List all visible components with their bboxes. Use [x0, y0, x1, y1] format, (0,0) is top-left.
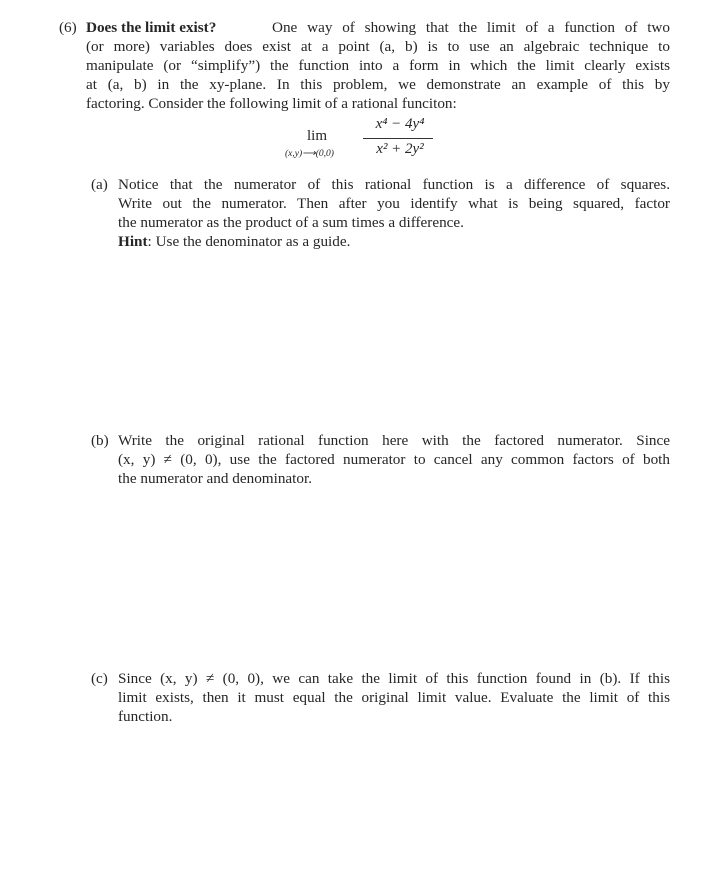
fraction-denominator: x² + 2y² [376, 141, 424, 157]
part-a-hint [118, 232, 350, 251]
part-a-label: (a) [91, 176, 108, 193]
problem-line-5: factoring. Consider the following limit of a rational funciton: [86, 95, 457, 112]
part-c-line-1: Since (x, y) ≠ (0, 0), we can take the limit of this function found in (b). If this [118, 670, 670, 687]
problem-line-1: One way of showing that the limit of a function of two [272, 19, 670, 36]
part-b-line-1: Write the original rational function here with the factored numerator. Since [118, 432, 670, 449]
fraction-bar [363, 138, 433, 139]
problem-line-3: manipulate (or “simplify”) the function into a form in which the limit clearly exists [86, 57, 670, 74]
problem-line-2: (or more) variables does exist at a point (a, b) is to use an algebraic technique to [86, 38, 670, 55]
hint-text: : Use the denominator as a guide. [147, 233, 351, 250]
hint-label: Hint [118, 233, 148, 250]
part-c-label: (c) [91, 670, 108, 687]
fraction-numerator: x⁴ − 4y⁴ [375, 116, 425, 132]
part-b-label: (b) [91, 432, 109, 449]
limit-expression [285, 116, 445, 162]
part-c-line-2: limit exists, then it must equal the original limit value. Evaluate the limit of this [118, 689, 670, 706]
part-b-line-2: (x, y) ≠ (0, 0), use the factored numerator to cancel any common factors of both [118, 451, 670, 468]
problem-heading: Does the limit exist? [86, 19, 217, 36]
lim-operator: lim [307, 128, 328, 144]
part-b-line-3: the numerator and denominator. [118, 470, 313, 487]
part-c-line-3: function. [118, 708, 173, 725]
part-a-line-2: Write out the numerator. Then after you identify what is being squared, factor [118, 195, 670, 212]
lim-subscript: (x,y)⟶(0,0) [285, 149, 334, 159]
problem-number: (6) [59, 19, 77, 36]
part-a-line-3: the numerator as the product of a sum times a difference. [118, 214, 464, 231]
part-a-line-1: Notice that the numerator of this rational function is a difference of squares. [118, 176, 670, 193]
problem-line-4: at (a, b) in the xy-plane. In this problem, we demonstrate an example of this by [86, 76, 670, 93]
